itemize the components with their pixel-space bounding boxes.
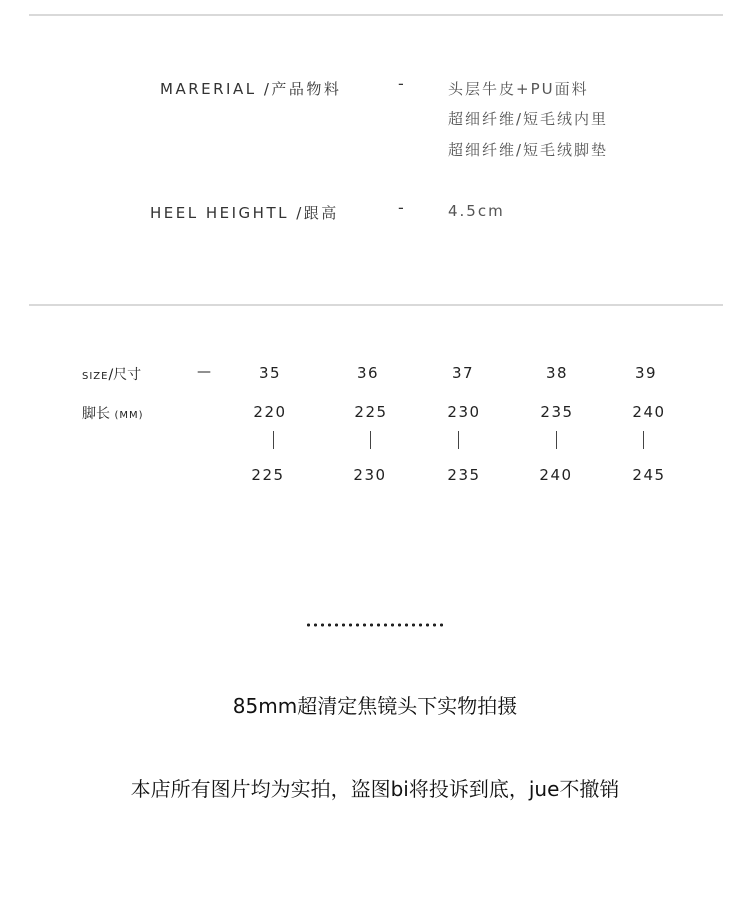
foot-min-36: 225 [354, 403, 388, 421]
foot-min-37: 230 [447, 403, 481, 421]
foot-min-35: 220 [253, 403, 287, 421]
foot-length-label [82, 403, 144, 423]
range-bar-37 [458, 431, 459, 449]
range-bar-39 [643, 431, 644, 449]
size-36: 36 [356, 364, 380, 382]
photo-caption: 85mm超清定焦镜头下实物拍摄 [232, 694, 518, 718]
material-label: MARERIAL /产品物料 [160, 80, 342, 98]
dotted-divider [305, 622, 445, 628]
size-39: 39 [634, 364, 658, 382]
material-separator: - [398, 74, 404, 93]
size-label-prefix: SIZE [82, 371, 109, 382]
foot-max-36: 230 [353, 466, 387, 484]
top-divider [29, 14, 723, 16]
range-bar-36 [370, 431, 371, 449]
copyright-notice: 本店所有图片均为实拍，盗图bi将投诉到底，jue不撤销 [130, 777, 620, 801]
size-37: 37 [451, 364, 475, 382]
material-value-1: 头层牛皮+PU面料 [448, 80, 589, 98]
foot-max-39: 245 [632, 466, 666, 484]
foot-length-unit: (MM) [114, 410, 144, 421]
range-bar-35 [273, 431, 274, 449]
size-label-suffix: /尺寸 [108, 367, 142, 383]
material-value-2: 超细纤维/短毛绒内里 [448, 110, 609, 128]
foot-max-38: 240 [539, 466, 573, 484]
foot-max-35: 225 [251, 466, 285, 484]
foot-min-39: 240 [632, 403, 666, 421]
size-label [82, 364, 141, 384]
heel-height-label: HEEL HEIGHTL /跟高 [150, 204, 339, 222]
foot-min-38: 235 [540, 403, 574, 421]
middle-divider [29, 304, 723, 306]
heel-separator: - [398, 198, 404, 217]
foot-length-label-text: 脚长 [82, 406, 110, 422]
range-bar-38 [556, 431, 557, 449]
size-separator: — [197, 364, 211, 380]
material-value-3: 超细纤维/短毛绒脚垫 [448, 141, 609, 159]
foot-max-37: 235 [447, 466, 481, 484]
size-38: 38 [545, 364, 569, 382]
size-35: 35 [258, 364, 282, 382]
heel-height-value: 4.5cm [448, 202, 505, 220]
